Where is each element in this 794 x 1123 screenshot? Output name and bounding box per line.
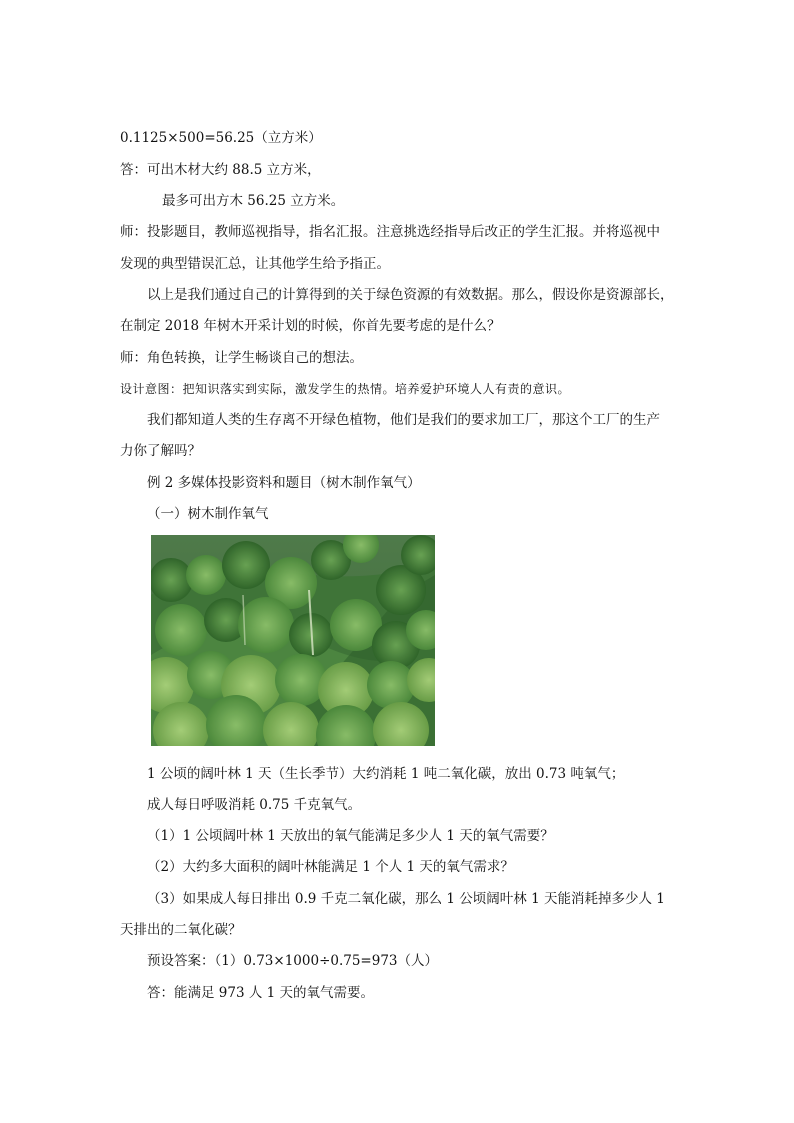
question-3-line-1: （3）如果成人每日排出 0.9 千克二氧化碳，那么 1 公顷阔叶林 1 天能消耗掉多少人 1 [147,891,665,907]
teacher-note-line-1: 师：投影题目，教师巡视指导，指名汇报。注意挑选经指导后改正的学生汇报。并将巡视中 [120,224,660,240]
question-3-line-2: 天排出的二氧化碳？ [120,922,242,938]
fact-line-2: 成人每日呼吸消耗 0.75 千克氧气。 [147,797,362,813]
forest-photo [151,535,435,746]
answer-continued-line: 最多可出方木 56.25 立方米。 [162,193,345,209]
teacher-role-line: 师：角色转换，让学生畅谈自己的想法。 [120,350,363,366]
calc-line: 0.1125×500=56.25（立方米） [120,130,322,146]
question-1: （1）1 公顷阔叶林 1 天放出的氧气能满足多少人 1 天的氧气需要？ [147,828,554,844]
fact-line-1: 1 公顷的阔叶林 1 天（生长季节）大约消耗 1 吨二氧化碳，放出 0.73 吨氧气； [147,766,625,782]
paragraph-line-3: 我们都知道人类的生存离不开绿色植物，他们是我们的要求加工厂，那这个工厂的生产 [147,412,660,428]
paragraph-line-1: 以上是我们通过自己的计算得到的关于绿色资源的有效数据。那么，假设你是资源部长， [147,287,674,303]
forest-photo-icon [151,535,435,746]
answer-line: 答：可出木材大约 88.5 立方米， [120,162,321,178]
example-title: 例 2 多媒体投影资料和题目（树木制作氧气） [147,475,421,491]
design-intent-line: 设计意图：把知识落实到实际，激发学生的热情。培养爱护环境人人有责的意识。 [120,382,571,396]
paragraph-line-2: 在制定 2018 年树木开采计划的时候，你首先要考虑的是什么？ [120,318,501,334]
teacher-note-line-2: 发现的典型错误汇总，让其他学生给予指正。 [120,256,390,272]
preset-answer-line: 预设答案：（1）0.73×1000÷0.75=973（人） [147,953,439,969]
question-2: （2）大约多大面积的阔叶林能满足 1 个人 1 天的氧气需求？ [147,859,514,875]
section-heading: （一）树木制作氧气 [147,506,269,522]
final-answer-line: 答：能满足 973 人 1 天的氧气需要。 [147,985,375,1001]
paragraph-line-4: 力你了解吗？ [120,443,201,459]
